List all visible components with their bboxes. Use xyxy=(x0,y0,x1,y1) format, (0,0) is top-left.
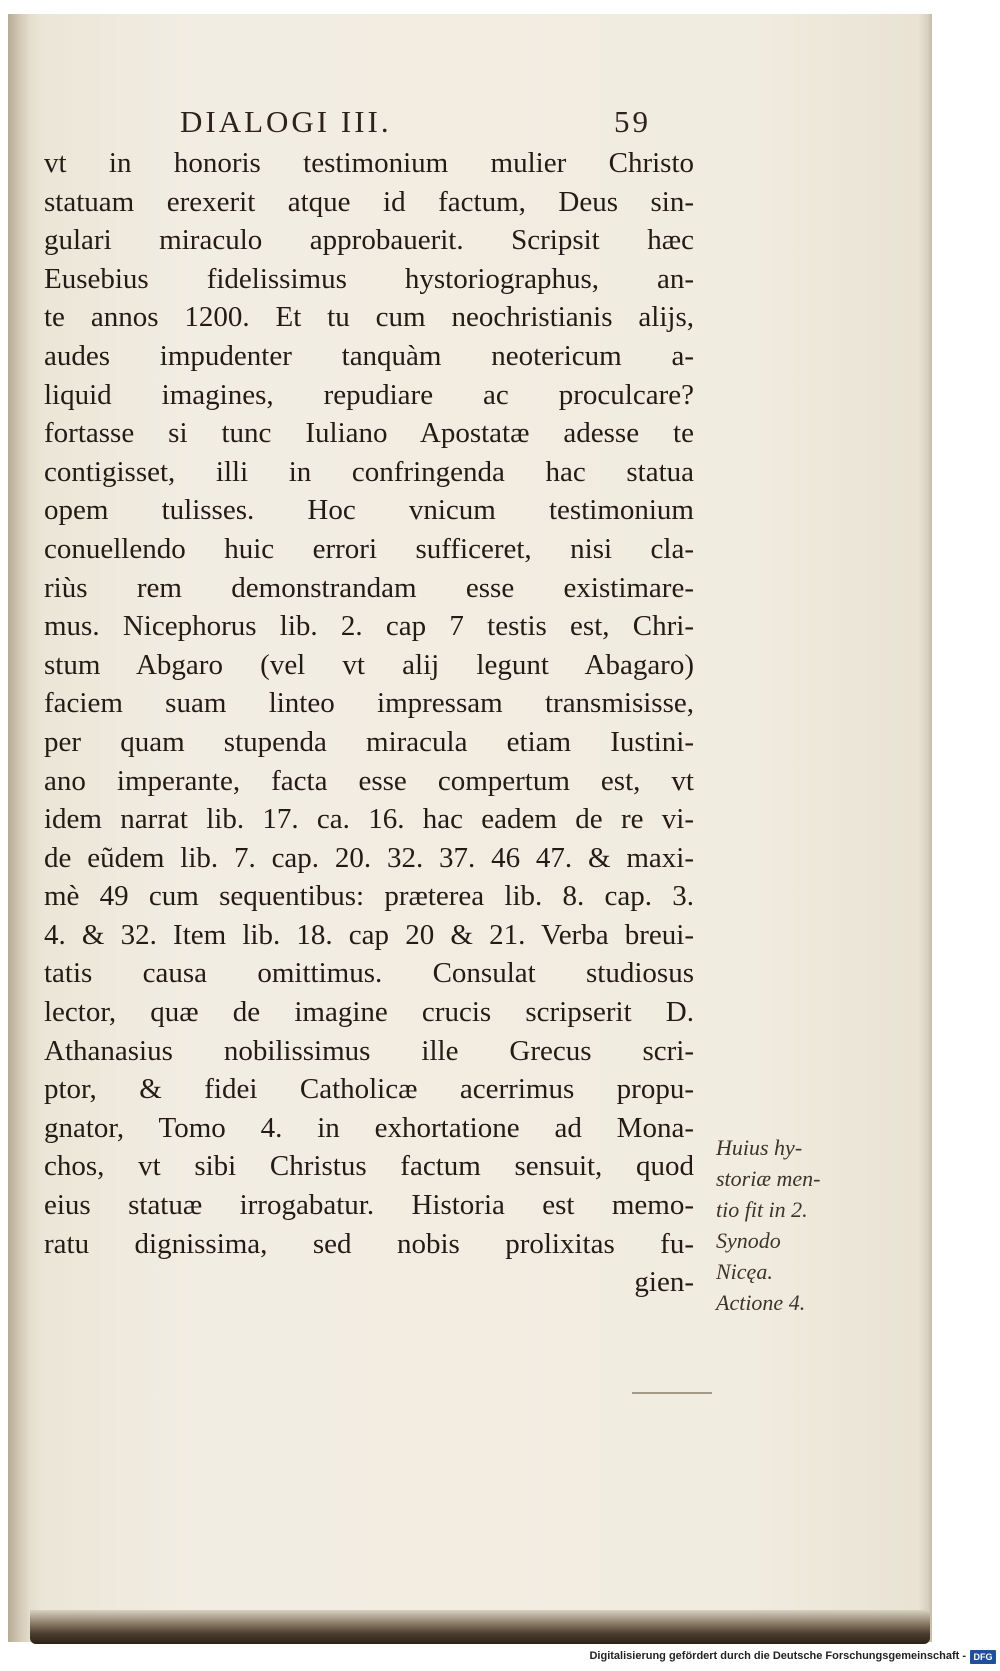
text-line: eius statuæ irrogabatur. Historia est memo- xyxy=(44,1189,694,1222)
page-right-edge xyxy=(918,14,932,1642)
text-line: fortasse si tunc Iuliano Apostatæ adesse te xyxy=(44,417,694,450)
text-line: ratu dignissima, sed nobis prolixitas fu- xyxy=(44,1227,694,1260)
text-line: ptor, & fidei Catholicæ acerrimus propu- xyxy=(44,1073,694,1106)
text-line: per quam stupenda miracula etiam Iustini- xyxy=(44,725,694,758)
text-line: de eũdem lib. 7. cap. 20. 32. 37. 46 47. & maxi- xyxy=(44,841,694,874)
text-line: mus. Nicephorus lib. 2. cap 7 testis est, Chri- xyxy=(44,610,694,643)
page-bottom-edge xyxy=(30,1610,930,1644)
marginal-note-line: Nicęa. xyxy=(716,1259,773,1284)
text-line: conuellendo huic errori sufficeret, nisi cla- xyxy=(44,532,694,565)
binding-edge xyxy=(8,14,30,1642)
marginal-note-line: Synodo xyxy=(716,1228,781,1253)
text-line: audes impudenter tanquàm neotericum a- xyxy=(44,339,694,372)
marginal-note xyxy=(716,1132,876,1318)
text-line: stum Abgaro (vel vt alij legunt Abagaro) xyxy=(44,648,694,681)
running-head-title: DIALOGI III. xyxy=(180,104,392,139)
text-line: idem narrat lib. 17. ca. 16. hac eadem de re vi- xyxy=(44,803,694,836)
marginal-note-line: storiæ men- xyxy=(716,1166,821,1191)
text-line: vt in honoris testimonium mulier Christo xyxy=(44,147,694,179)
digitization-credit: Digitalisierung gefördert durch die Deutsche Forschungsgemeinschaft - xyxy=(589,1650,966,1662)
marginal-note-line: Huius hy- xyxy=(716,1135,803,1160)
dfg-logo: DFG xyxy=(970,1650,996,1664)
text-line: gnator, Tomo 4. in exhortatione ad Mona- xyxy=(44,1111,694,1144)
text-line: 4. & 32. Item lib. 18. cap 20 & 21. Verba breui- xyxy=(44,918,694,951)
body-text-block xyxy=(44,144,694,1302)
text-line: statuam erexerit atque id factum, Deus sin- xyxy=(44,185,694,218)
text-line: ano imperante, facta esse compertum est, vt xyxy=(44,764,694,797)
marginal-note-line: Actione 4. xyxy=(716,1290,806,1315)
text-line: tatis causa omittimus. Consulat studiosus xyxy=(44,957,694,990)
marginal-note-line: tio fit in 2. xyxy=(716,1197,808,1222)
catchword: gien- xyxy=(634,1266,694,1299)
text-line: liquid imagines, repudiare ac proculcare? xyxy=(44,378,694,411)
text-line: Eusebius fidelissimus hystoriographus, an- xyxy=(44,262,694,295)
text-line: opem tulisses. Hoc vnicum testimonium xyxy=(44,494,694,527)
text-line: chos, vt sibi Christus factum sensuit, quod xyxy=(44,1150,694,1183)
text-line: lector, quæ de imagine crucis scripserit D. xyxy=(44,996,694,1029)
text-line: riùs rem demonstrandam esse existimare- xyxy=(44,571,694,604)
text-line: Athanasius nobilissimus ille Grecus scri- xyxy=(44,1034,694,1067)
text-line: mè 49 cum sequentibus: præterea lib. 8. cap. 3. xyxy=(44,880,694,913)
page-number: 59 xyxy=(614,104,651,139)
catchword-underline xyxy=(632,1392,712,1394)
text-line: te annos 1200. Et tu cum neochristianis alijs, xyxy=(44,301,694,334)
text-line: faciem suam linteo impressam transmisisse, xyxy=(44,687,694,720)
text-line: contigisset, illi in confringenda hac statua xyxy=(44,455,694,488)
text-line: gulari miraculo approbauerit. Scripsit hæc xyxy=(44,224,694,257)
